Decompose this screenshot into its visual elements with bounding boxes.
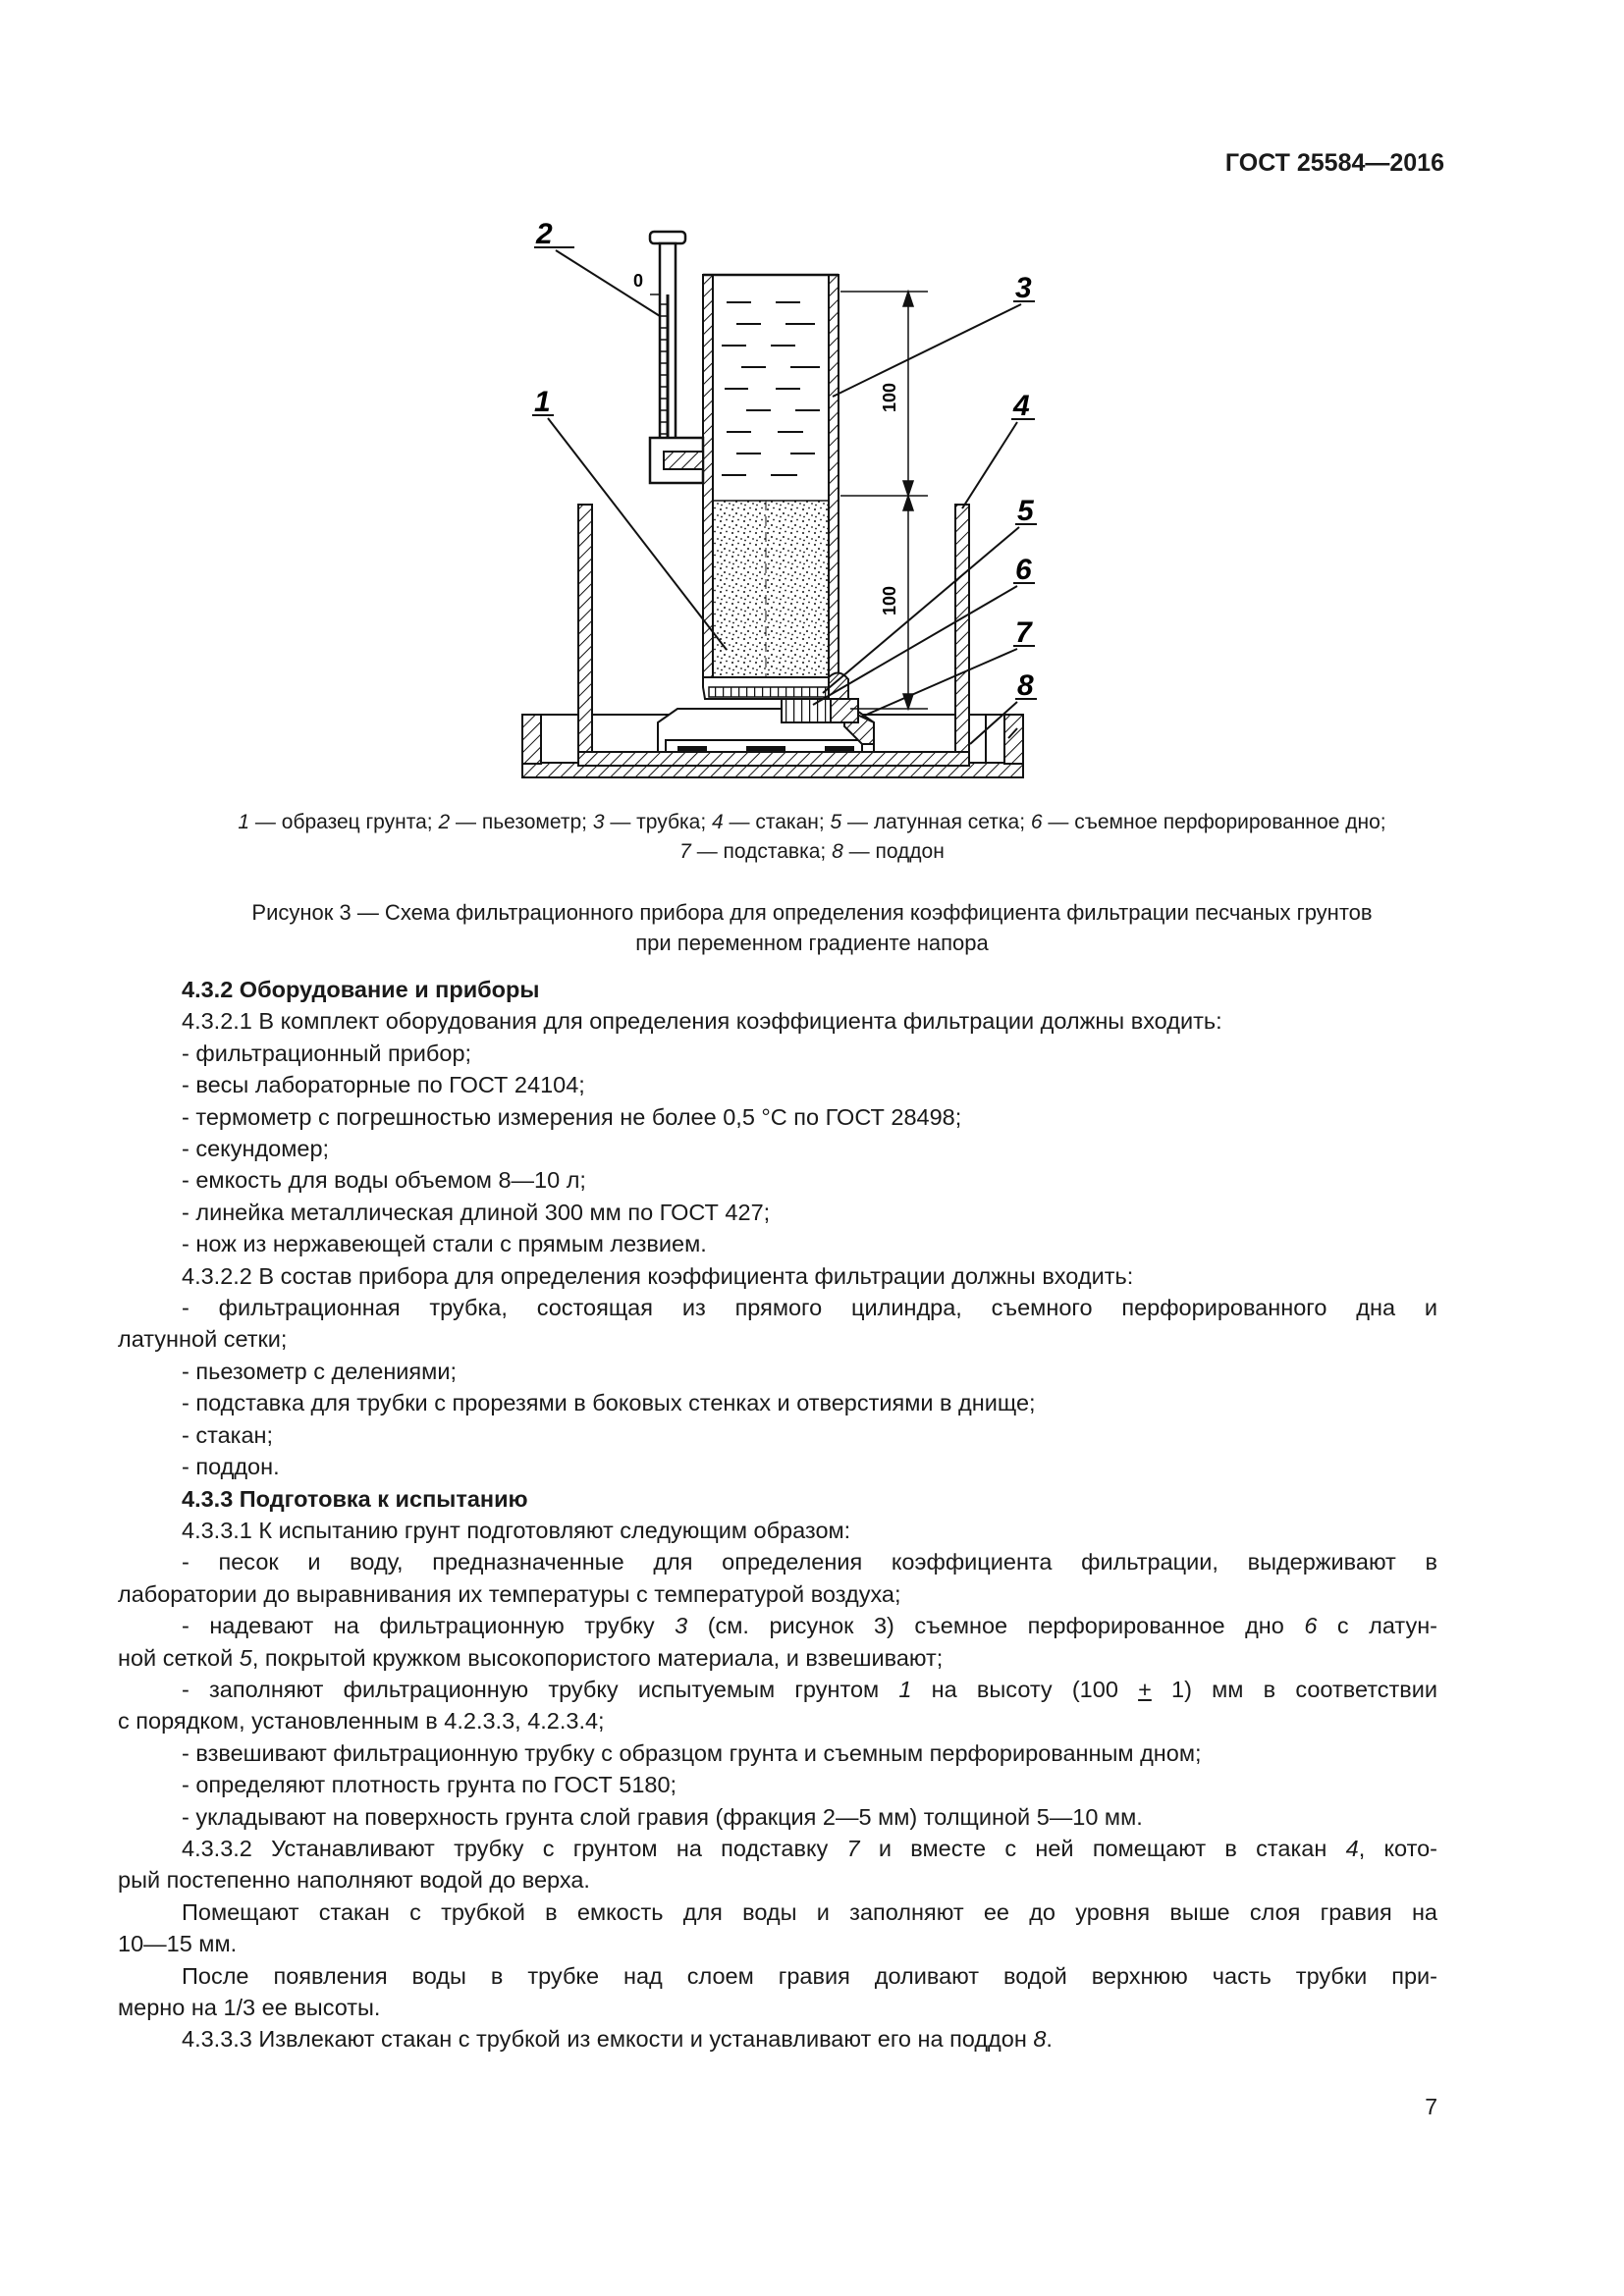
list-item: - стакан; [182,1421,274,1448]
paragraph-4-3-3-2: 4.3.3.2 Устанавливают трубку с грунтом на подставку 7 и вместе с ней помещают в стакан 4, кото- [182,1835,1438,1861]
callout-8: 8 [1017,669,1034,702]
dimension-upper-label: 100 [880,382,899,413]
figure-title-line-1: Рисунок 3 — Схема фильтрационного прибора для определения коэффициента фильтрации песчаных грунтов [251,900,1373,925]
list-item: - секундомер; [182,1136,330,1162]
section-heading-4-3-3: 4.3.3 Подготовка к испытанию [182,1485,528,1512]
list-item-continuation: ной сеткой 5, покрытой кружком высокопористого материала, и взвешивают; [118,1644,944,1671]
list-item: - фильтрационный прибор; [182,1040,472,1066]
figure-title [118,897,1506,958]
callout-5: 5 [1017,495,1034,527]
callout-3: 3 [1015,272,1032,304]
body-text [118,974,1437,2056]
callout-2: 2 [536,218,553,250]
list-item: - пьезометр с делениями; [182,1358,457,1384]
paragraph-4-3-2-1: 4.3.2.1 В комплект оборудования для определения коэффициента фильтрации должны входить: [182,1008,1222,1035]
callout-4: 4 [1013,390,1030,422]
page-number: 7 [1425,2094,1437,2119]
list-item: - подставка для трубки с прорезями в боковых стенках и отверстиями в днище; [182,1390,1036,1416]
filtration-device-diagram [0,0,1624,805]
figure-legend-line-2: 7 — подставка; 8 — поддон [679,840,945,863]
paragraph: После появления воды в трубке над слоем гравия доливают водой верхнюю часть трубки при- [182,1962,1437,1989]
list-item: - укладывают на поверхность грунта слой гравия (фракция 2—5 мм) толщиной 5—10 мм. [182,1803,1143,1830]
paragraph-continuation: рый постепенно наполняют водой до верха. [118,1867,590,1894]
list-item: - линейка металлическая длиной 300 мм по ГОСТ 427; [182,1199,771,1225]
section-heading-4-3-2: 4.3.2 Оборудование и приборы [182,977,540,1002]
paragraph: Помещают стакан с трубкой в емкость для воды и заполняют ее до уровня выше слоя гравия на [182,1898,1437,1925]
document-standard-header: ГОСТ 25584—2016 [1224,149,1444,177]
list-item-continuation: латунной сетки; [118,1326,288,1353]
paragraph-continuation: мерно на 1/3 ее высоты. [118,1995,381,2020]
filtration-tube [703,275,839,682]
list-item: - термометр с погрешностью измерения не более 0,5 °С по ГОСТ 28498; [182,1103,962,1130]
list-item: - фильтрационная трубка, состоящая из прямого цилиндра, съемного перфорированного дна и [182,1295,1437,1321]
list-item: - емкость для воды объемом 8—10 л; [182,1167,586,1194]
list-item: - взвешивают фильтрационную трубку с образцом грунта и съемным перфорированным дном; [182,1739,1202,1766]
callout-6: 6 [1015,554,1032,586]
paragraph-continuation: 10—15 мм. [118,1931,238,1957]
list-item: - заполняют фильтрационную трубку испытуемым грунтом 1 на высоту (100 + 1) мм в соответствии [182,1676,1438,1702]
list-item-continuation: лаборатории до выравнивания их температуры с температурой воздуха; [118,1580,901,1607]
paragraph-4-3-2-2: 4.3.2.2 В состав прибора для определения коэффициента фильтрации должны входить: [182,1262,1134,1289]
list-item: - песок и воду, предназначенные для определения коэффициента фильтрации, выдерживают в [182,1549,1437,1575]
figure-legend [118,808,1506,867]
dimension-lower-label: 100 [880,585,899,616]
list-item: - нож из нержавеющей стали с прямым лезвием. [182,1231,707,1257]
list-item: - весы лабораторные по ГОСТ 24104; [182,1072,585,1098]
piezometer [633,232,703,483]
list-item: - определяют плотность грунта по ГОСТ 5180; [182,1772,677,1798]
callout-1: 1 [534,386,551,418]
callout-7: 7 [1015,616,1032,649]
piezometer-zero-mark: 0 [632,271,644,291]
paragraph-4-3-3-1: 4.3.3.1 К испытанию грунт подготовляют следующим образом: [182,1517,851,1543]
list-item-continuation: с порядком, установленным в 4.2.3.3, 4.2.3.4; [118,1708,605,1735]
paragraph-4-3-3-3: 4.3.3.3 Извлекают стакан с трубкой из емкости и устанавливают его на поддон 8. [182,2026,1053,2053]
list-item: - надевают на фильтрационную трубку 3 (см. рисунок 3) съемное перфорированное дно 6 с латун- [182,1613,1437,1639]
figure-legend-line-1: 1 — образец грунта; 2 — пьезометр; 3 — трубка; 4 — стакан; 5 — латунная сетка; 6 — съемное перфорированное дно; [238,811,1386,833]
list-item: - поддон. [182,1454,280,1480]
figure-title-line-2: при переменном градиенте напора [635,931,989,955]
